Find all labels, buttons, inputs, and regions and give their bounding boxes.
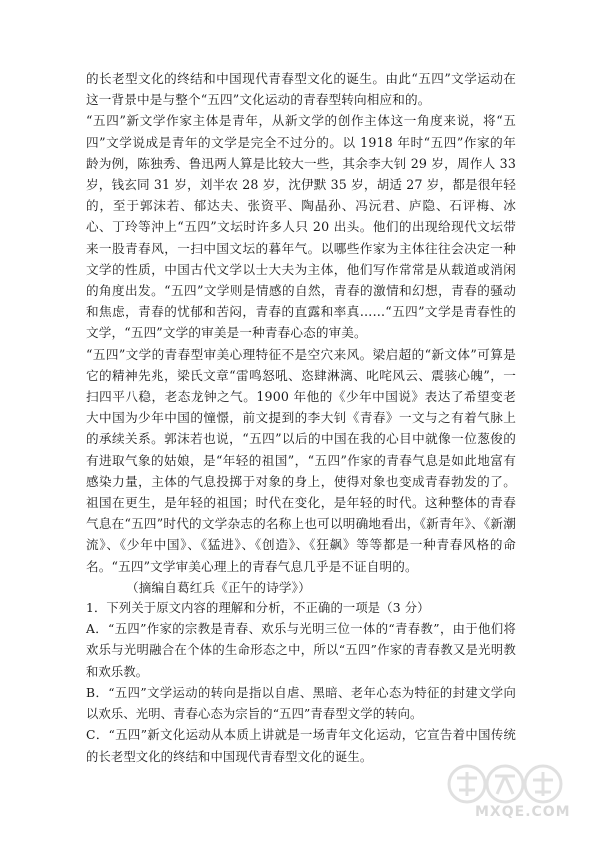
paragraph-3: “五四”文学的青春型审美心理特征不是空穴来风。梁启超的“新文体”可算是它的精神先兆，梁氏文章“雷鸣怒吼、恣肆淋漓、叱咤风云、震骇心魄”，一扫四平八稳，老态龙钟之气。1900 年他的《少年中国说》表达了希望变老大中国为少年中国的憧憬，前文提到的李大钊《青春》一文与之有着气脉上的承续关系。郭沫若也说，“五四”以后的中国在我的心目中就像一位葱俊的有进取气象的姑娘，是“年轻的祖国”，“五四”作家的青春气息是如此地富有感染力量，主体的气息投掷于对象的身上，使得对象也变成青春勃发的了。祖国在更生，是年轻的祖国；时代在变化，是年轻的时代。这种整体的青春气息在“五四”时代的文学杂志的名称上也可以明确地看出，《新青年》、《新潮流》、《少年中国》、《猛进》、《创造》、《狂飙》等等都是一种青春风格的命名。“五四”文学审美心理上的青春气息几乎是不证自明的。	[86, 346, 516, 574]
option-a: A．“五四”作家的宗教是青春、欢乐与光明三位一体的“青春教”，由于他们将欢乐与光明融合在个体的生命形态之中，所以“五四”作家的青春教又是光明教和欢乐教。	[86, 622, 516, 679]
document-page	[86, 68, 516, 768]
paragraph-2: “五四”新文学作家主体是青年，从新文学的创作主体这一角度来说，将“五四”文学说成是青年的文学是完全不过分的。以 1918 年时“五四”作家的年龄为例，陈独秀、鲁迅两人算是比较大一些，其余李大钊 29 岁，周作人 33 岁，钱玄同 31 岁，刘半农 28 岁，沈伊默 35 岁，胡适 27 岁，都是很年轻的，至于郭沫若、郁达夫、张资平、陶晶孙、冯沅君、庐隐、石评梅、冰心、丁玲等沖上“五四”文坛时许多人只 20 出头。他们的出现给现代文坛带来一股青春风，一扫中国文坛的暮年气。以哪些作家为主体往往会决定一种文学的性质，中国古代文学以士大夫为主体，他们写作常常是从载道或消闲的角度出发。“五四”文学则是情感的自然，青春的激情和幻想，青春的骚动和焦虑，青春的忧郁和苦闷，青春的直露和率真……“五四”文学是青春性的文学，“五四”文学的审美是一种青春心态的审美。	[86, 113, 516, 341]
site-watermark	[445, 764, 577, 820]
option-b: B．“五四”文学运动的转向是指以自虐、黑暗、老年心态为特征的封建文学向以欢乐、光明、青春心态为宗旨的“五四”青春型文学的转向。	[86, 685, 516, 722]
paragraph-1: 的长老型文化的终结和中国现代青春型文化的诞生。由此“五四”文学运动在这一背景中是与整个“五四”文化运动的青春型转向相应和的。	[86, 71, 516, 108]
answer-site-logo-icon	[445, 764, 577, 808]
source-citation: （摘编自葛红兵《正午的诗学》）	[126, 579, 311, 595]
option-c: C．“五四”新文化运动从本质上讲就是一场青年文化运动，它宣告着中国传统的长老型文化的终结和中国现代青春型文化的诞生。	[86, 728, 516, 764]
question-1: 1．下列关于原文内容的理解和分析，不正确的一项是（3 分）	[86, 601, 430, 616]
watermark-text: MXQE.COM	[475, 804, 571, 820]
